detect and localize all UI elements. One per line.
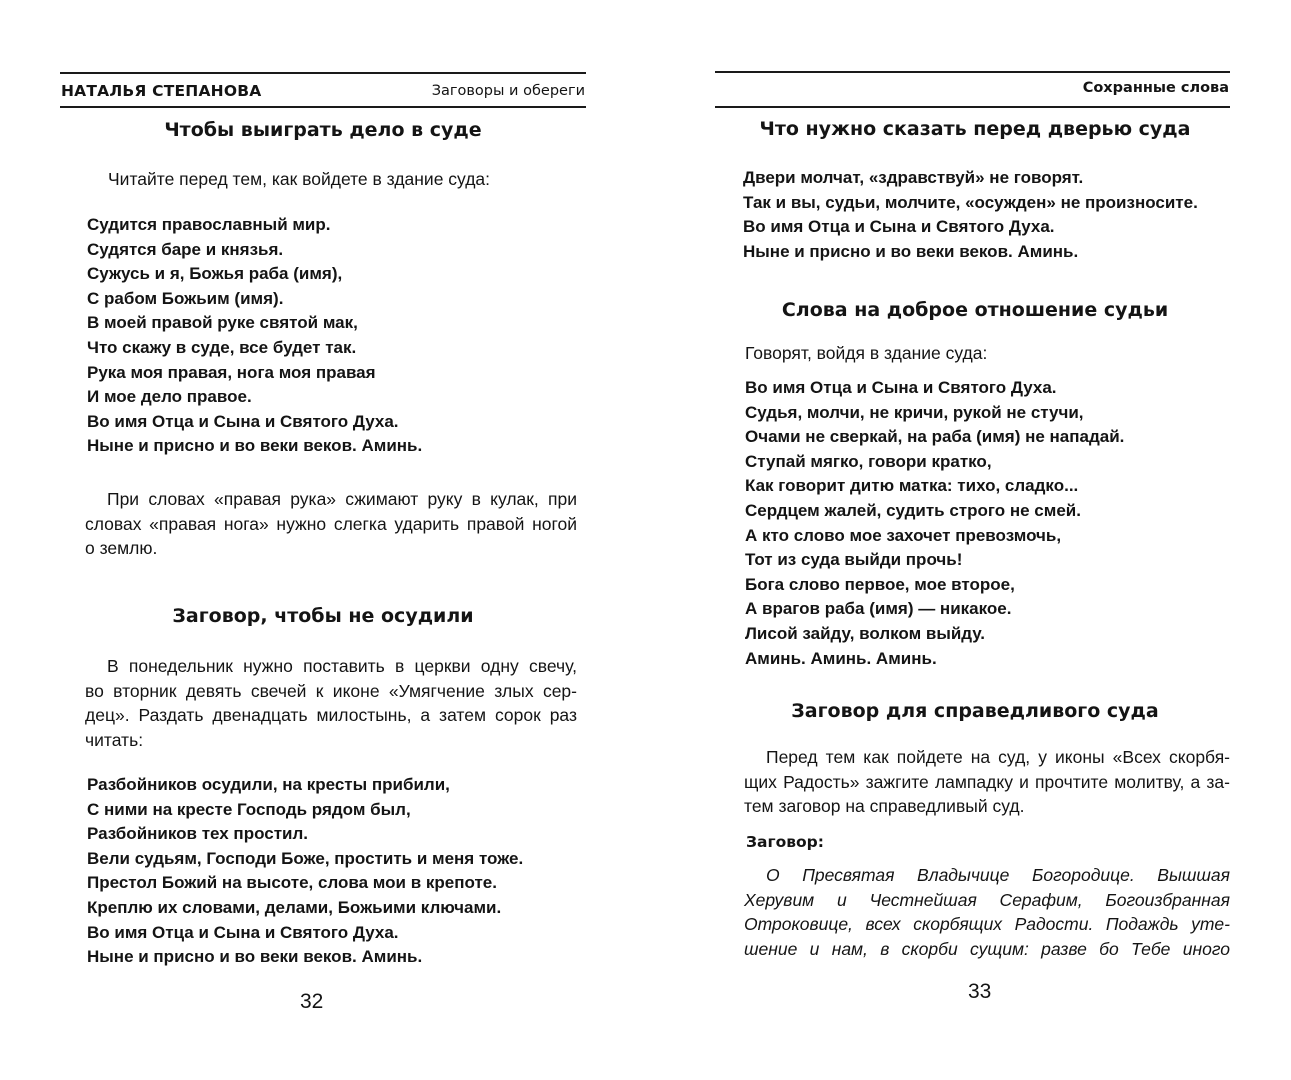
verse-line: Во имя Отца и Сына и Святого Духа. xyxy=(743,217,1055,237)
verse-line: Во имя Отца и Сына и Святого Духа. xyxy=(87,922,399,942)
verse-line: Разбойников тех простил. xyxy=(87,824,308,844)
running-head-section-title: Сохранные слова xyxy=(1082,80,1229,96)
verse-line: Двери молчат, «здравствуй» не говорят. xyxy=(743,168,1084,187)
paragraph-line: В понедельник нужно поставить в церкви одну свечу, xyxy=(107,656,577,676)
paragraph-line: щих Радость» зажгите лампадку и прочтите молитву, а за- xyxy=(744,771,1230,792)
paragraph-line: О Пресвятая Владычице Богородице. Вышшая xyxy=(766,865,1230,885)
verse-line: Во имя Отца и Сына и Святого Духа. xyxy=(87,411,399,431)
verse-line: А врагов раба (имя) — никакое. xyxy=(745,599,1012,619)
instructions-paragraph xyxy=(744,745,1230,819)
verse-block xyxy=(87,773,523,970)
paragraph-line: тем заговор на справедливый суд. xyxy=(744,796,1025,817)
paragraph-line: Перед тем как пойдете на суд, у иконы «Всех скорбя- xyxy=(766,747,1230,767)
section-heading: Что нужно сказать перед дверью суда xyxy=(759,118,1191,140)
running-head-author: НАТАЛЬЯ СТЕПАНОВА xyxy=(61,82,262,100)
paragraph-line: дец». Раздать двенадцать милостынь, а затем сорок раз xyxy=(85,705,577,726)
verse-block xyxy=(745,376,1124,671)
verse-line: Так и вы, судьи, молчите, «осужден» не произносите. xyxy=(743,192,1198,212)
verse-line: С рабом Божьим (имя). xyxy=(87,288,284,308)
note-paragraph xyxy=(85,487,577,561)
paragraph-line: читать: xyxy=(85,729,144,750)
section-heading: Заговор для справедливого суда xyxy=(791,700,1159,722)
verse-line: Что скажу в суде, все будет так. xyxy=(87,337,357,357)
verse-line: Судья, молчи, не кричи, рукой не стучи, xyxy=(745,402,1084,422)
header-rule-bottom xyxy=(60,106,586,108)
verse-line: Тот из суда выйди прочь! xyxy=(745,550,963,570)
verse-line: Престол Божий на высоте, слова мои в крепоте. xyxy=(87,873,497,893)
zagovor-label: Заговор: xyxy=(746,833,824,851)
verse-block xyxy=(743,166,1198,264)
verse-line: Креплю их словами, делами, Божьими ключами. xyxy=(87,897,502,917)
verse-line: Судятся баре и князья. xyxy=(87,239,284,259)
verse-line: Ныне и присно и во веки веков. Аминь. xyxy=(87,436,423,456)
verse-line: А кто слово мое захочет превозмочь, xyxy=(745,525,1062,545)
paragraph-line: Отроковице, всех скорбящих Радости. Подаждь уте- xyxy=(744,914,1230,935)
verse-line: Бога слово первое, мое второе, xyxy=(745,574,1015,594)
verse-line: Очами не сверкай, на раба (имя) не нападай. xyxy=(745,427,1125,447)
section-heading: Заговор, чтобы не осудили xyxy=(172,605,474,627)
paragraph-line: шение и нам, в скорби сущим: разве бо Тебе иного xyxy=(744,938,1230,959)
verse-line: Как говорит дитю матка: тихо, сладко... xyxy=(745,476,1079,496)
verse-line: Вели судьям, Господи Боже, простить и меня тоже. xyxy=(87,848,524,868)
left-page xyxy=(0,0,640,1080)
header-rule-bottom xyxy=(715,106,1230,108)
verse-line: Лисой зайду, волком выйду. xyxy=(745,623,985,643)
header-rule-top xyxy=(715,71,1230,73)
paragraph-line: во вторник девять свечей к иконе «Умягчение злых сер- xyxy=(85,680,577,701)
verse-line: Сужусь и я, Божья раба (имя), xyxy=(87,264,343,284)
verse-line: Сердцем жалей, судить строго не смей. xyxy=(745,500,1081,520)
paragraph-line: словах «правая нога» нужно слегка ударить правой ногой xyxy=(85,513,577,534)
verse-block xyxy=(87,213,422,459)
verse-line: С ними на кресте Господь рядом был, xyxy=(87,799,411,819)
page-number: 32 xyxy=(300,990,324,1013)
prayer-paragraph xyxy=(744,863,1230,961)
verse-line: Ныне и присно и во веки веков. Аминь. xyxy=(87,947,423,967)
paragraph-line: Херувим и Честнейшая Серафим, Богоизбранная xyxy=(744,889,1230,910)
section-intro: Читайте перед тем, как войдете в здание суда: xyxy=(108,169,491,189)
running-head-book-title: Заговоры и обереги xyxy=(431,83,585,99)
verse-line: В моей правой руке святой мак, xyxy=(87,313,358,333)
verse-line: Разбойников осудили, на кресты прибили, xyxy=(87,775,450,794)
header-rule-top xyxy=(60,72,586,74)
verse-line: Судится православный мир. xyxy=(87,215,331,234)
page-number: 33 xyxy=(968,980,992,1003)
section-heading: Слова на доброе отношение судьи xyxy=(781,299,1169,321)
instructions-paragraph xyxy=(85,654,577,752)
verse-line: Ныне и присно и во веки веков. Аминь. xyxy=(743,241,1079,261)
paragraph-line: При словах «правая рука» сжимают руку в кулак, при xyxy=(107,489,577,509)
verse-line: Рука моя правая, нога моя правая xyxy=(87,362,376,382)
verse-line: Аминь. Аминь. Аминь. xyxy=(745,648,937,668)
verse-line: Ступай мягко, говори кратко, xyxy=(745,451,992,471)
paragraph-line: о землю. xyxy=(85,538,158,559)
right-page xyxy=(645,0,1291,1080)
section-intro: Говорят, войдя в здание суда: xyxy=(745,343,988,363)
section-heading: Чтобы выиграть дело в суде xyxy=(164,119,482,141)
verse-line: Во имя Отца и Сына и Святого Духа. xyxy=(745,378,1057,397)
verse-line: И мое дело правое. xyxy=(87,387,252,407)
